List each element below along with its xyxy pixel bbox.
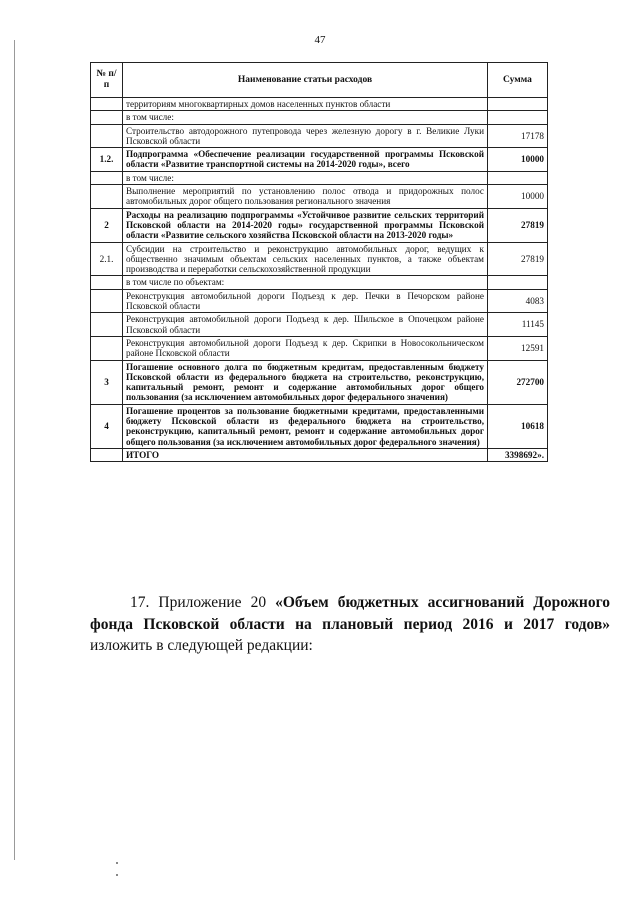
header-sum: Сумма: [488, 63, 548, 98]
row-sum: 12591: [488, 336, 548, 360]
paragraph-suffix: изложить в следующей редакции:: [90, 637, 313, 655]
row-name: Реконструкция автомобильной дороги Подъезд к дер. Печки в Печорском районе Псковской области: [123, 289, 488, 313]
row-name: Реконструкция автомобильной дороги Подъезд к дер. Скрипки в Новосокольническом районе Псковской области: [123, 336, 488, 360]
row-sum: 3398692».: [488, 448, 548, 461]
row-sum: [488, 276, 548, 289]
table-row: [91, 276, 548, 289]
row-name: Расходы на реализацию подпрограммы «Устойчивое развитие сельских территорий Псковской области на 2014-2020 годы» государственной программы Псковской области «Развитие сельского хозяйства Псковской области на 2013-2020 годы»: [123, 208, 488, 242]
row-name: Выполнение мероприятий по установлению полос отвода и придорожных полос автомобильных дорог общего пользования регионального значения: [123, 185, 488, 209]
instruction-paragraph: [90, 592, 610, 657]
table-row: [91, 242, 548, 276]
row-name: в том числе:: [123, 171, 488, 184]
row-name: Погашение процентов за пользование бюджетными кредитами, предоставленными бюджету Псковской области из федерального бюджета на строительство, реконструкцию, капитальный ремонт, ремонт и содержание автомобильных дорог общего пользования (за исключением автомобильных дорог федерального значения): [123, 404, 488, 448]
row-sum: 10000: [488, 148, 548, 172]
row-sum: 11145: [488, 313, 548, 337]
row-sum: 272700: [488, 360, 548, 404]
header-num: № п/п: [91, 63, 123, 98]
row-sum: 27819: [488, 242, 548, 276]
row-sum: 4083: [488, 289, 548, 313]
table-row: [91, 448, 548, 461]
table-row: [91, 208, 548, 242]
row-num: [91, 98, 123, 111]
table-row: [91, 98, 548, 111]
row-name: территориям многоквартирных домов населенных пунктов области: [123, 98, 488, 111]
table-row: [91, 360, 548, 404]
row-name: в том числе по объектам:: [123, 276, 488, 289]
page-number: 47: [314, 34, 326, 46]
row-name: Подпрограмма «Обеспечение реализации государственной программы Псковской области «Развитие транспортной системы на 2014-2020 годы», всего: [123, 148, 488, 172]
row-sum: [488, 171, 548, 184]
row-sum: [488, 98, 548, 111]
row-sum: [488, 111, 548, 124]
row-sum: 27819: [488, 208, 548, 242]
row-num: [91, 313, 123, 337]
row-num: 1.2.: [91, 148, 123, 172]
table-row: [91, 171, 548, 184]
row-num: [91, 185, 123, 209]
row-name: Строительство автодорожного путепровода через железную дорогу в г. Великие Луки Псковской области: [123, 124, 488, 148]
table-row: [91, 148, 548, 172]
row-num: [91, 336, 123, 360]
row-num: [91, 111, 123, 124]
row-num: [91, 124, 123, 148]
header-name: Наименование статьи расходов: [123, 63, 488, 98]
table-row: [91, 124, 548, 148]
row-num: 2: [91, 208, 123, 242]
scan-margin-line: [14, 40, 15, 860]
row-num: [91, 171, 123, 184]
table-header-row: [91, 63, 548, 98]
table-row: [91, 111, 548, 124]
scan-artifact: [116, 862, 118, 864]
row-num: 4: [91, 404, 123, 448]
table-row: [91, 289, 548, 313]
row-num: 3: [91, 360, 123, 404]
row-num: [91, 289, 123, 313]
row-num: [91, 276, 123, 289]
row-num: 2.1.: [91, 242, 123, 276]
row-name: Реконструкция автомобильной дороги Подъезд к дер. Шильское в Опочецком районе Псковской области: [123, 313, 488, 337]
row-sum: 10618: [488, 404, 548, 448]
budget-table: [90, 62, 548, 462]
table-row: [91, 185, 548, 209]
row-name: ИТОГО: [123, 448, 488, 461]
table-row: [91, 313, 548, 337]
row-sum: 10000: [488, 185, 548, 209]
row-name: Погашение основного долга по бюджетным кредитам, предоставленным бюджету Псковской области из федерального бюджета на строительство, реконструкцию, капитальный ремонт, ремонт и содержание автомобильных дорог общего пользования (за исключением автомобильных дорог федерального значения): [123, 360, 488, 404]
row-name: в том числе:: [123, 111, 488, 124]
row-sum: 17178: [488, 124, 548, 148]
table-row: [91, 404, 548, 448]
paragraph-bold-title: «Объем бюджетных ассигнований Дорожного фонда Псковской области на плановый период 2016 и 2017 годов»: [90, 594, 610, 633]
row-name: Субсидии на строительство и реконструкцию автомобильных дорог, ведущих к общественно значимым объектам сельских населенных пунктов, а также объектам производства и переработки сельскохозяйственной продукции: [123, 242, 488, 276]
paragraph-prefix: 17. Приложение 20: [130, 594, 276, 611]
table-row: [91, 336, 548, 360]
scan-artifact: [116, 874, 118, 876]
row-num: [91, 448, 123, 461]
